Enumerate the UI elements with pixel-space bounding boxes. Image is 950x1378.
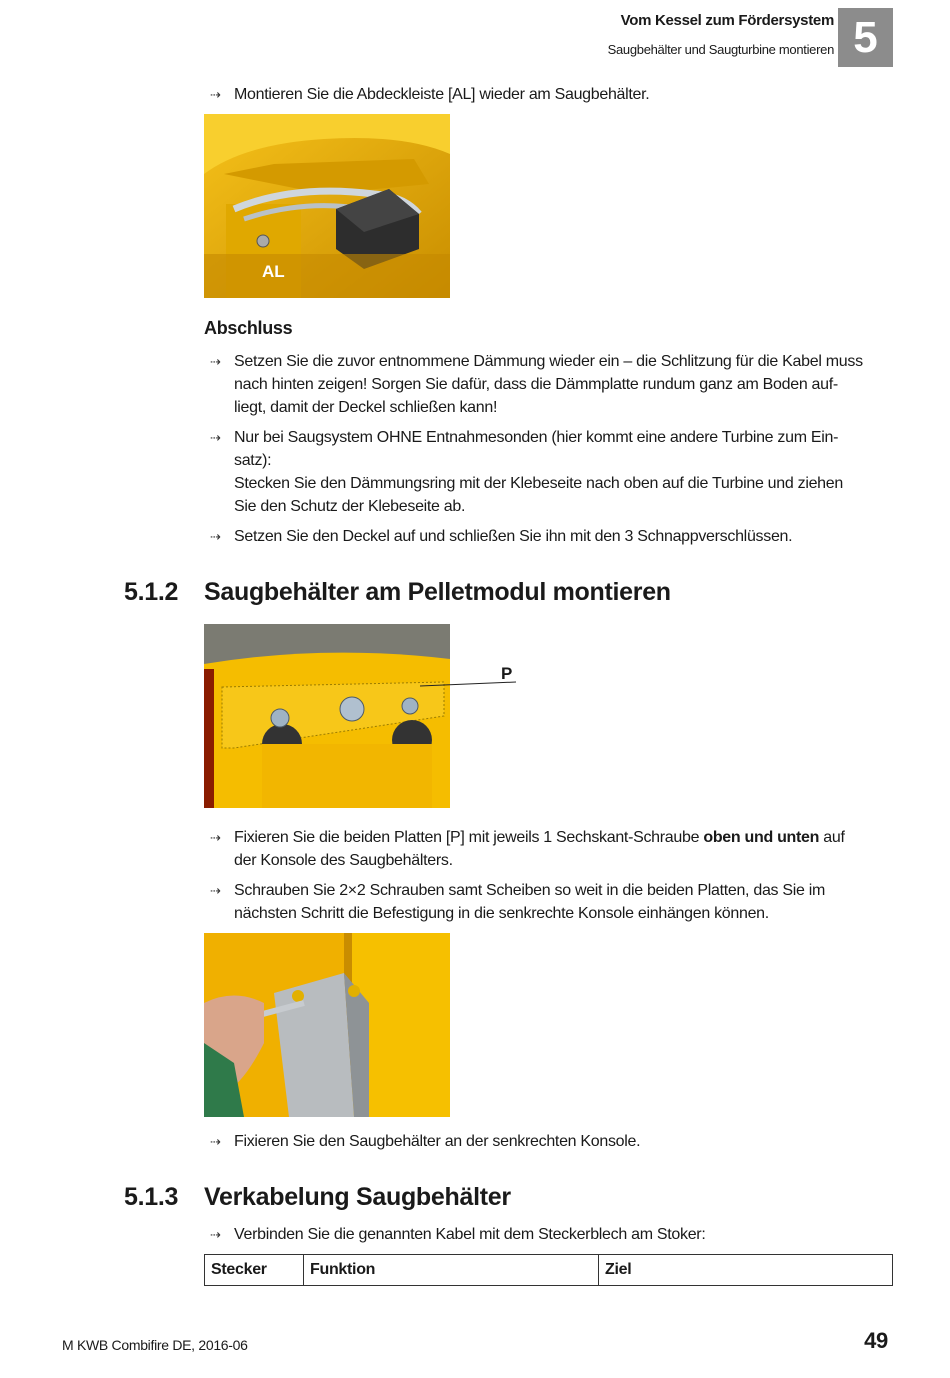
- step-platten-fixieren: [210, 826, 894, 872]
- photo-abdeckleiste-image: [204, 114, 450, 298]
- step-text-part: Fixieren Sie die beiden Platten [P] mit jeweils 1 Sechskant-Schraube: [234, 829, 704, 846]
- step-text: Verbinden Sie die genannten Kabel mit dem Steckerblech am Stoker:: [234, 1226, 706, 1243]
- step-line: der Konsole des Saugbehälters.: [234, 852, 453, 869]
- section-title-513: Verkabelung Saugbehälter: [204, 1183, 511, 1211]
- step-line: Nur bei Saugsystem OHNE Entnahmesonden (hier kommt eine andere Turbine zum Ein-: [234, 429, 839, 446]
- step-text: Setzen Sie den Deckel auf und schließen Sie ihn mit den 3 Schnappverschlüssen.: [234, 528, 793, 545]
- footer-document-id: M KWB Combifire DE, 2016-06: [62, 1337, 248, 1353]
- step-arrow-icon: ⇢: [210, 430, 221, 445]
- step-text: [234, 350, 894, 419]
- step-kabel-verbinden: [210, 1223, 894, 1246]
- running-header-title: Vom Kessel zum Fördersystem: [620, 12, 834, 29]
- step-text: Montieren Sie die Abdeckleiste [AL] wieder am Saugbehälter.: [234, 86, 650, 103]
- photo-label-p: P: [501, 664, 513, 683]
- step-abdeckleiste: [210, 83, 894, 106]
- step-daemmungsring: [210, 426, 894, 518]
- step-schrauben: [210, 879, 894, 925]
- step-text: [234, 426, 894, 518]
- step-text: Fixieren Sie den Saugbehälter an der senkrechten Konsole.: [234, 1133, 641, 1150]
- step-arrow-icon: ⇢: [210, 529, 221, 544]
- connector-table: [204, 1254, 893, 1286]
- step-text-emphasis: oben und unten: [703, 829, 820, 846]
- step-line: satz):: [234, 452, 272, 469]
- subheading-abschluss: Abschluss: [204, 318, 293, 338]
- step-deckel: [210, 525, 894, 548]
- table-header-row: [205, 1255, 893, 1286]
- step-line: Sie den Schutz der Klebeseite ab.: [234, 498, 466, 515]
- step-daemmung: [210, 350, 894, 419]
- photo-konsole-image: [204, 933, 450, 1117]
- step-arrow-icon: ⇢: [210, 354, 221, 369]
- step-saugbehaelter-fixieren: [210, 1130, 894, 1153]
- photo-konsole: [204, 933, 450, 1117]
- step-line: liegt, damit der Deckel schließen kann!: [234, 399, 498, 416]
- chapter-number-badge: 5: [838, 8, 893, 67]
- step-arrow-icon: ⇢: [210, 830, 221, 845]
- step-arrow-icon: ⇢: [210, 1227, 221, 1242]
- step-arrow-icon: ⇢: [210, 1134, 221, 1149]
- section-number-513: 5.1.3: [124, 1183, 179, 1211]
- table-header-cell: Funktion: [304, 1255, 599, 1286]
- step-line: Setzen Sie die zuvor entnommene Dämmung wieder ein – die Schlitzung für die Kabel muss: [234, 353, 863, 370]
- table-header-cell: Ziel: [599, 1255, 893, 1286]
- photo-platten: [204, 624, 450, 808]
- section-number-512: 5.1.2: [124, 578, 179, 606]
- photo-abdeckleiste: [204, 114, 450, 298]
- step-line: [234, 826, 894, 849]
- step-line: Schrauben Sie 2×2 Schrauben samt Scheiben so weit in die beiden Platten, das Sie im: [234, 882, 826, 899]
- photo-platten-image: [204, 624, 450, 808]
- step-line: nach hinten zeigen! Sorgen Sie dafür, dass die Dämmplatte rundum ganz am Boden auf-: [234, 376, 838, 393]
- section-title-512: Saugbehälter am Pelletmodul montieren: [204, 578, 671, 606]
- photo-label-al: AL: [262, 262, 285, 281]
- step-arrow-icon: ⇢: [210, 883, 221, 898]
- step-text-part: auf: [819, 829, 845, 846]
- step-text: [234, 879, 894, 925]
- step-text: [234, 826, 894, 872]
- table-header-cell: Stecker: [205, 1255, 304, 1286]
- step-arrow-icon: ⇢: [210, 87, 221, 102]
- step-line: Stecken Sie den Dämmungsring mit der Klebeseite nach oben auf die Turbine und ziehen: [234, 475, 843, 492]
- running-header-subtitle: Saugbehälter und Saugturbine montieren: [607, 42, 834, 57]
- step-line: nächsten Schritt die Befestigung in die senkrechte Konsole einhängen können.: [234, 905, 769, 922]
- footer-page-number: 49: [864, 1328, 888, 1353]
